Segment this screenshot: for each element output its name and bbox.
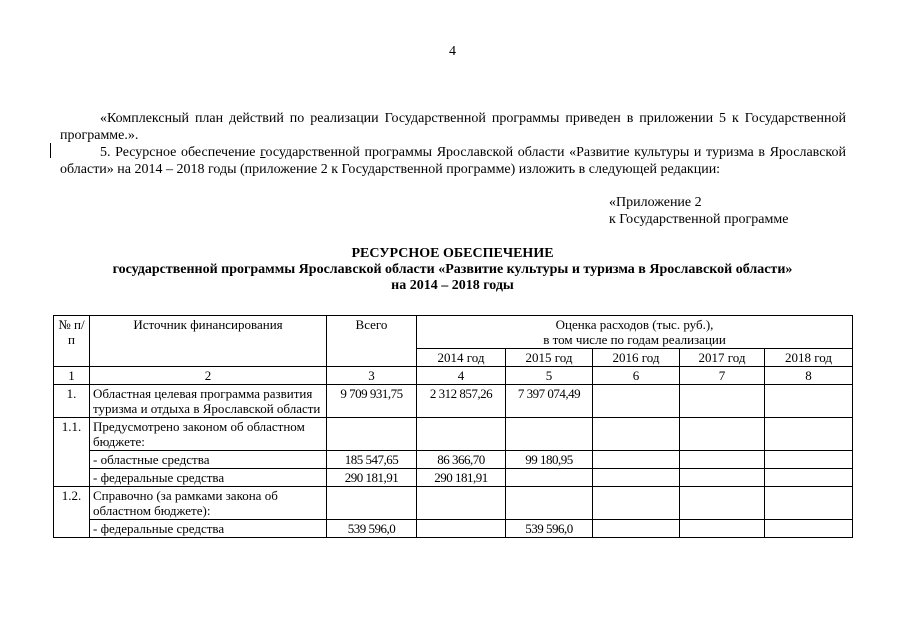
- row-2016: [593, 487, 680, 520]
- row-number: 1.1.: [54, 418, 90, 487]
- column-number: 6: [593, 367, 680, 385]
- column-number: 1: [54, 367, 90, 385]
- column-number: 5: [506, 367, 593, 385]
- row-2016: [593, 469, 680, 487]
- text-cursor: [50, 143, 51, 158]
- row-2017: [680, 520, 765, 538]
- financing-table: [53, 315, 853, 538]
- header-estimate-line-1: Оценка расходов (тыс. руб.),: [555, 317, 714, 332]
- row-total: 539 596,0: [327, 520, 417, 538]
- row-2016: [593, 520, 680, 538]
- row-2015: 99 180,95: [506, 451, 593, 469]
- row-source: Справочно (за рамками закона об областном бюджете):: [90, 487, 327, 520]
- paragraph-resource-provision: [60, 144, 846, 178]
- column-number: 4: [417, 367, 506, 385]
- column-number: 3: [327, 367, 417, 385]
- header-year: 2017 год: [680, 349, 765, 367]
- row-2015: [506, 418, 593, 451]
- header-source: Источник финансирования: [90, 316, 327, 367]
- row-number: 1.: [54, 385, 90, 418]
- row-2018: [765, 469, 853, 487]
- header-estimate-line-2: в том числе по годам реализации: [543, 332, 726, 347]
- row-source: - областные средства: [90, 451, 327, 469]
- row-source: Предусмотрено законом об областном бюджете:: [90, 418, 327, 451]
- row-source: - федеральные средства: [90, 469, 327, 487]
- paragraph-comprehensive-plan: «Комплексный план действий по реализации Государственной программы приведен в приложении 5 к Государственной программе.».: [60, 111, 846, 143]
- row-2014: [417, 520, 506, 538]
- row-2014: [417, 418, 506, 451]
- row-source: - федеральные средства: [90, 520, 327, 538]
- row-source: Областная целевая программа развития туризма и отдыха в Ярославской области: [90, 385, 327, 418]
- row-2018: [765, 385, 853, 418]
- table-row: [54, 487, 853, 520]
- row-2014: 290 181,91: [417, 469, 506, 487]
- row-2015: 7 397 074,49: [506, 385, 593, 418]
- row-2017: [680, 451, 765, 469]
- row-total: 9 709 931,75: [327, 385, 417, 418]
- row-2015: [506, 487, 593, 520]
- table-row: [54, 520, 853, 538]
- row-2015: [506, 469, 593, 487]
- header-number: № п/п: [54, 316, 90, 367]
- page-number: 4: [449, 44, 456, 59]
- annex-line-2: к Государственной программе: [609, 212, 789, 227]
- header-year: 2014 год: [417, 349, 506, 367]
- underlined-letter: г: [260, 145, 266, 160]
- table-row: [54, 451, 853, 469]
- row-2017: [680, 469, 765, 487]
- table-row: [54, 469, 853, 487]
- row-total: 185 547,65: [327, 451, 417, 469]
- column-number: 7: [680, 367, 765, 385]
- column-number: 8: [765, 367, 853, 385]
- row-2018: [765, 520, 853, 538]
- row-2018: [765, 487, 853, 520]
- row-number: 1.2.: [54, 487, 90, 538]
- annex-reference: [609, 194, 788, 228]
- header-estimate: [417, 316, 853, 349]
- row-2016: [593, 451, 680, 469]
- paragraph-prefix: 5. Ресурсное обеспечение: [100, 145, 261, 160]
- row-2014: [417, 487, 506, 520]
- table-header-row: [54, 316, 853, 349]
- row-2016: [593, 418, 680, 451]
- column-number: 2: [90, 367, 327, 385]
- header-total: Всего: [327, 316, 417, 367]
- row-total: [327, 418, 417, 451]
- row-2017: [680, 418, 765, 451]
- row-2018: [765, 451, 853, 469]
- row-2016: [593, 385, 680, 418]
- header-year: 2016 год: [593, 349, 680, 367]
- row-total: 290 181,91: [327, 469, 417, 487]
- table-row: [54, 418, 853, 451]
- title-line-3: на 2014 – 2018 годы: [391, 278, 514, 293]
- header-year: 2018 год: [765, 349, 853, 367]
- header-year: 2015 год: [506, 349, 593, 367]
- annex-line-1: «Приложение 2: [609, 195, 702, 210]
- row-2014: 86 366,70: [417, 451, 506, 469]
- title-line-2: государственной программы Ярославской области «Развитие культуры и туризма в Ярославской области»: [112, 262, 793, 277]
- row-2015: 539 596,0: [506, 520, 593, 538]
- row-2017: [680, 385, 765, 418]
- table-column-numbers-row: [54, 367, 853, 385]
- title-line-1: РЕСУРСНОЕ ОБЕСПЕЧЕНИЕ: [351, 246, 554, 261]
- document-title: [0, 246, 905, 294]
- row-2014: 2 312 857,26: [417, 385, 506, 418]
- row-total: [327, 487, 417, 520]
- table-row: [54, 385, 853, 418]
- row-2018: [765, 418, 853, 451]
- row-2017: [680, 487, 765, 520]
- paragraph-rest: осударственной программы Ярославской области «Развитие культуры и туризма в Ярославской области» на 2014 – 2018 годы (приложение 2 к Государственной программе) изложить в следующей редакции:: [60, 145, 847, 177]
